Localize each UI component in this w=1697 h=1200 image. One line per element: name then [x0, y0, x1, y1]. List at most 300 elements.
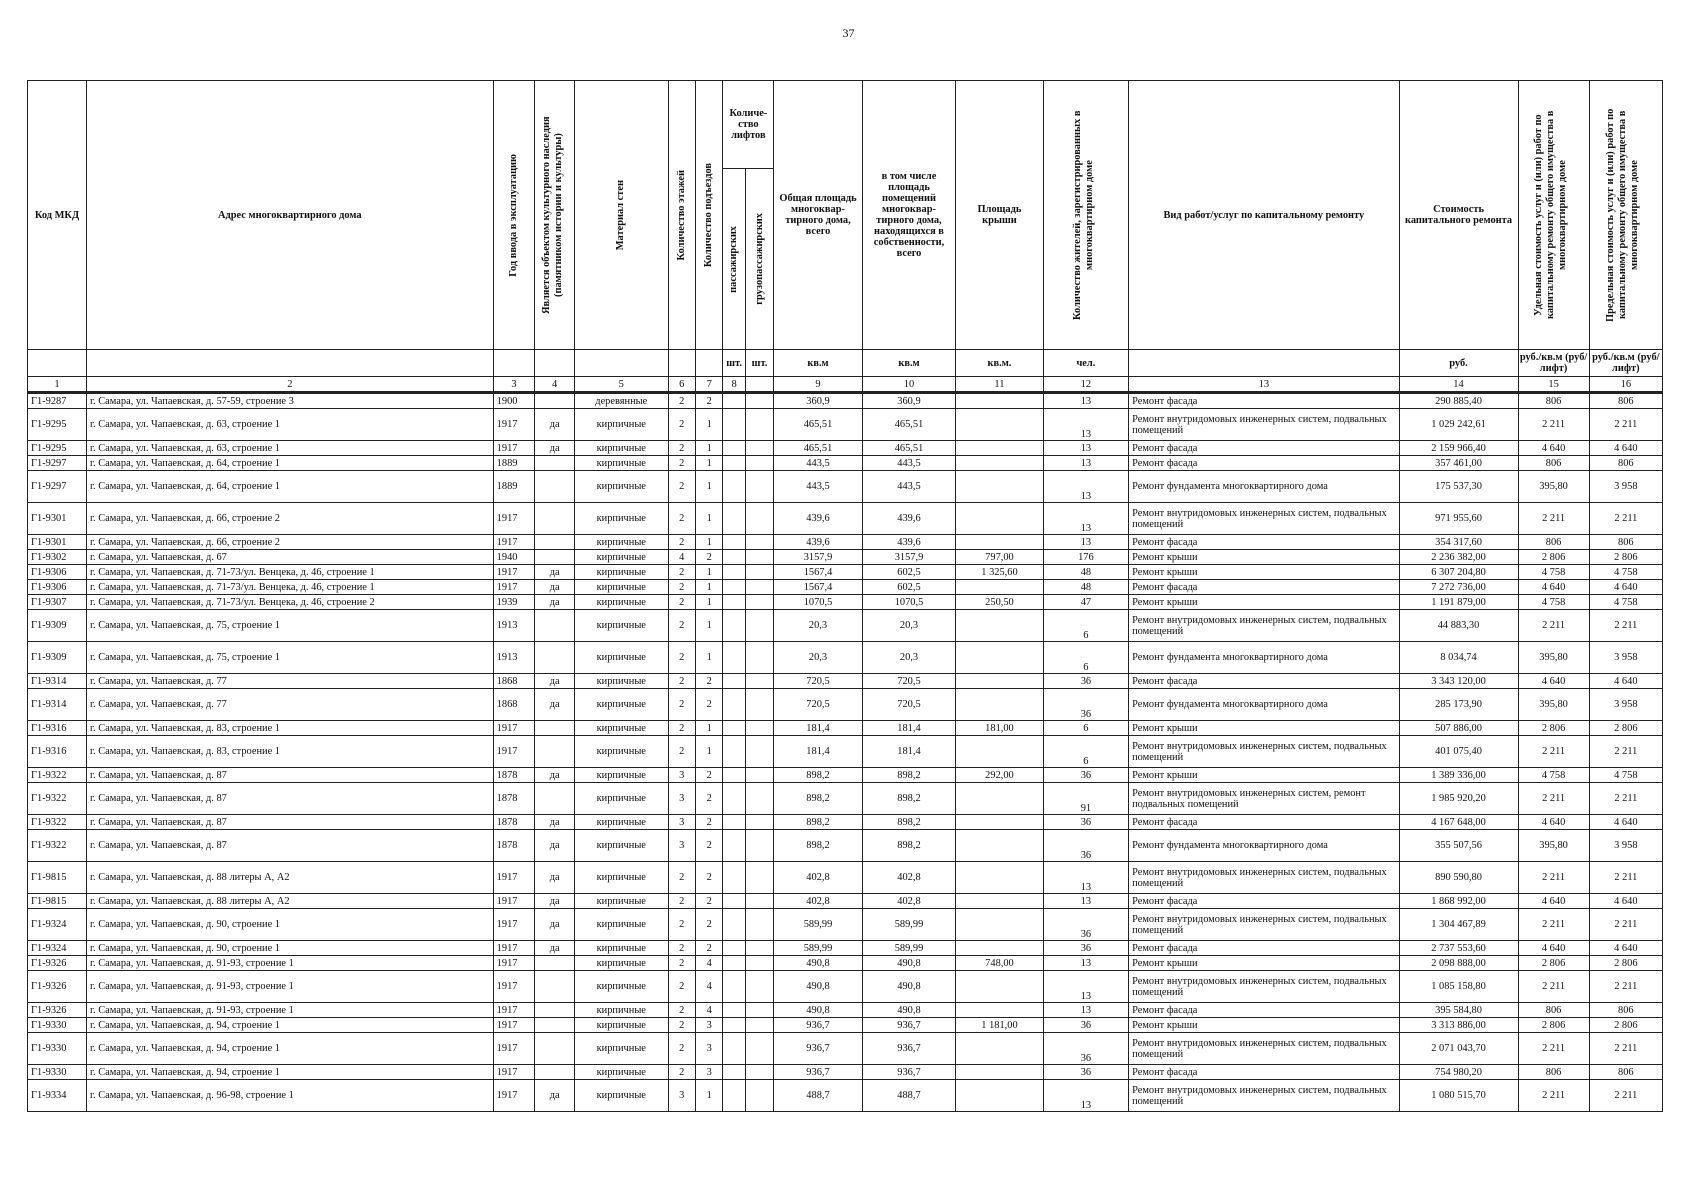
- row-year: 1940: [493, 550, 535, 565]
- row-heritage: да: [535, 768, 575, 783]
- row-residents: 36: [1043, 768, 1128, 783]
- row-area-owned: 439,6: [862, 535, 956, 550]
- row-entrances: 2: [695, 909, 722, 941]
- row-cost: 290 885,40: [1399, 393, 1518, 409]
- row-code: Г1-9301: [28, 535, 87, 550]
- row-code: Г1-9316: [28, 736, 87, 768]
- row-area-total: 465,51: [774, 409, 862, 441]
- row-address: г. Самара, ул. Чапаевская, д. 87: [86, 768, 493, 783]
- row-code: Г1-9309: [28, 642, 87, 674]
- row-entrances: 4: [695, 956, 722, 971]
- header-walls: Материал стен: [615, 179, 627, 251]
- row-address: г. Самара, ул. Чапаевская, д. 64, строение 1: [86, 471, 493, 503]
- row-heritage: [535, 956, 575, 971]
- row-roof-area: [956, 1065, 1043, 1080]
- row-address: г. Самара, ул. Чапаевская, д. 83, строение 1: [86, 721, 493, 736]
- header-floors-cell: [668, 81, 695, 350]
- row-floors: 2: [668, 674, 695, 689]
- row-limit-cost: 4 640: [1589, 894, 1662, 909]
- row-year: 1913: [493, 610, 535, 642]
- table-row: [28, 642, 1663, 674]
- row-area-total: 936,7: [774, 1033, 862, 1065]
- unit-limit-cost: руб./кв.м (руб/лифт): [1589, 350, 1662, 377]
- row-unit-cost: 4 758: [1518, 768, 1589, 783]
- row-lifts-cargo: [745, 783, 773, 815]
- row-year: 1917: [493, 894, 535, 909]
- row-unit-cost: 2 211: [1518, 862, 1589, 894]
- row-residents: 36: [1043, 1033, 1128, 1065]
- header-year: Год ввода в эксплуатацию: [508, 153, 520, 277]
- row-unit-cost: 2 211: [1518, 783, 1589, 815]
- row-area-total: 360,9: [774, 393, 862, 409]
- row-unit-cost: 2 211: [1518, 909, 1589, 941]
- row-work: Ремонт внутридомовых инженерных систем, подвальных помещений: [1129, 909, 1399, 941]
- row-code: Г1-9307: [28, 595, 87, 610]
- row-area-total: 1070,5: [774, 595, 862, 610]
- row-code: Г1-9301: [28, 503, 87, 535]
- row-cost: 395 584,80: [1399, 1003, 1518, 1018]
- row-year: 1917: [493, 909, 535, 941]
- row-code: Г1-9326: [28, 1003, 87, 1018]
- row-address: г. Самара, ул. Чапаевская, д. 94, строение 1: [86, 1018, 493, 1033]
- row-entrances: 1: [695, 503, 722, 535]
- unit-roof-area: кв.м.: [956, 350, 1043, 377]
- table-row: [28, 674, 1663, 689]
- row-residents: 36: [1043, 909, 1128, 941]
- column-number: 7: [695, 377, 722, 393]
- row-floors: 2: [668, 393, 695, 409]
- table-row: [28, 909, 1663, 941]
- unit-year: [493, 350, 535, 377]
- table-row: [28, 409, 1663, 441]
- header-walls-cell: [575, 81, 669, 350]
- row-limit-cost: 806: [1589, 1065, 1662, 1080]
- row-year: 1878: [493, 783, 535, 815]
- row-cost: 1 985 920,20: [1399, 783, 1518, 815]
- row-cost: 401 075,40: [1399, 736, 1518, 768]
- row-cost: 2 236 382,00: [1399, 550, 1518, 565]
- row-floors: 2: [668, 1033, 695, 1065]
- row-roof-area: [956, 909, 1043, 941]
- row-entrances: 1: [695, 580, 722, 595]
- row-area-owned: 936,7: [862, 1033, 956, 1065]
- row-roof-area: 748,00: [956, 956, 1043, 971]
- row-residents: 36: [1043, 1018, 1128, 1033]
- table-row: [28, 441, 1663, 456]
- row-year: 1917: [493, 941, 535, 956]
- row-heritage: да: [535, 830, 575, 862]
- table-row: [28, 894, 1663, 909]
- row-limit-cost: 3 958: [1589, 642, 1662, 674]
- row-floors: 4: [668, 550, 695, 565]
- row-area-total: 589,99: [774, 909, 862, 941]
- row-residents: 13: [1043, 441, 1128, 456]
- row-lifts-cargo: [745, 550, 773, 565]
- row-address: г. Самара, ул. Чапаевская, д. 94, строение 1: [86, 1065, 493, 1080]
- row-walls: кирпичные: [575, 674, 669, 689]
- row-area-owned: 589,99: [862, 941, 956, 956]
- row-lifts-pass: [723, 1033, 745, 1065]
- row-walls: кирпичные: [575, 956, 669, 971]
- row-roof-area: 250,50: [956, 595, 1043, 610]
- row-lifts-cargo: [745, 471, 773, 503]
- row-walls: кирпичные: [575, 783, 669, 815]
- row-lifts-pass: [723, 535, 745, 550]
- row-roof-area: [956, 441, 1043, 456]
- row-unit-cost: 2 211: [1518, 736, 1589, 768]
- row-code: Г1-9295: [28, 409, 87, 441]
- row-area-total: 1567,4: [774, 580, 862, 595]
- row-floors: 2: [668, 535, 695, 550]
- row-unit-cost: 2 806: [1518, 550, 1589, 565]
- row-year: 1878: [493, 830, 535, 862]
- row-area-owned: 898,2: [862, 815, 956, 830]
- row-residents: 13: [1043, 1080, 1128, 1112]
- row-lifts-cargo: [745, 565, 773, 580]
- row-unit-cost: 806: [1518, 393, 1589, 409]
- row-entrances: 1: [695, 721, 722, 736]
- row-year: 1939: [493, 595, 535, 610]
- row-roof-area: [956, 1003, 1043, 1018]
- unit-code: [28, 350, 87, 377]
- row-limit-cost: 2 806: [1589, 1018, 1662, 1033]
- row-walls: кирпичные: [575, 456, 669, 471]
- row-unit-cost: 4 640: [1518, 441, 1589, 456]
- row-year: 1917: [493, 1003, 535, 1018]
- table-row: [28, 456, 1663, 471]
- row-lifts-pass: [723, 393, 745, 409]
- row-lifts-pass: [723, 830, 745, 862]
- table-row: [28, 503, 1663, 535]
- row-residents: 36: [1043, 1065, 1128, 1080]
- row-year: 1917: [493, 971, 535, 1003]
- table-body: [28, 393, 1663, 1112]
- row-address: г. Самара, ул. Чапаевская, д. 96-98, строение 1: [86, 1080, 493, 1112]
- row-roof-area: [956, 610, 1043, 642]
- row-address: г. Самара, ул. Чапаевская, д. 64, строение 1: [86, 456, 493, 471]
- row-entrances: 4: [695, 971, 722, 1003]
- row-year: 1913: [493, 642, 535, 674]
- row-walls: кирпичные: [575, 441, 669, 456]
- row-entrances: 1: [695, 456, 722, 471]
- table-row: [28, 768, 1663, 783]
- row-walls: кирпичные: [575, 1033, 669, 1065]
- row-residents: 6: [1043, 736, 1128, 768]
- row-lifts-pass: [723, 956, 745, 971]
- row-unit-cost: 2 211: [1518, 610, 1589, 642]
- row-entrances: 2: [695, 689, 722, 721]
- row-work: Ремонт фасада: [1129, 1065, 1399, 1080]
- row-year: 1917: [493, 409, 535, 441]
- row-area-total: 490,8: [774, 971, 862, 1003]
- row-heritage: [535, 550, 575, 565]
- row-year: 1917: [493, 1080, 535, 1112]
- row-unit-cost: 4 640: [1518, 815, 1589, 830]
- unit-floors: [668, 350, 695, 377]
- header-unit-cost-cell: [1518, 81, 1589, 350]
- row-lifts-cargo: [745, 456, 773, 471]
- row-lifts-cargo: [745, 1033, 773, 1065]
- row-lifts-pass: [723, 580, 745, 595]
- row-lifts-cargo: [745, 610, 773, 642]
- row-work: Ремонт внутридомовых инженерных систем, ремонт подвальных помещений: [1129, 783, 1399, 815]
- row-lifts-pass: [723, 565, 745, 580]
- row-area-total: 589,99: [774, 941, 862, 956]
- row-floors: 2: [668, 580, 695, 595]
- table-row: [28, 1033, 1663, 1065]
- capital-repair-table: [27, 80, 1663, 1112]
- row-walls: кирпичные: [575, 1018, 669, 1033]
- row-residents: 13: [1043, 471, 1128, 503]
- row-area-owned: 20,3: [862, 642, 956, 674]
- row-heritage: да: [535, 595, 575, 610]
- row-roof-area: [956, 894, 1043, 909]
- row-limit-cost: 806: [1589, 393, 1662, 409]
- row-unit-cost: 4 758: [1518, 595, 1589, 610]
- row-lifts-pass: [723, 941, 745, 956]
- row-heritage: да: [535, 909, 575, 941]
- row-lifts-cargo: [745, 971, 773, 1003]
- row-work: Ремонт внутридомовых инженерных систем, подвальных помещений: [1129, 1033, 1399, 1065]
- row-walls: деревянные: [575, 393, 669, 409]
- row-lifts-pass: [723, 1080, 745, 1112]
- row-area-owned: 465,51: [862, 409, 956, 441]
- row-address: г. Самара, ул. Чапаевская, д. 71-73/ул. Венцека, д. 46, строение 1: [86, 580, 493, 595]
- row-limit-cost: 3 958: [1589, 689, 1662, 721]
- row-walls: кирпичные: [575, 471, 669, 503]
- column-number: 2: [86, 377, 493, 393]
- row-limit-cost: 2 806: [1589, 956, 1662, 971]
- row-roof-area: 292,00: [956, 768, 1043, 783]
- row-cost: 175 537,30: [1399, 471, 1518, 503]
- row-unit-cost: 4 640: [1518, 941, 1589, 956]
- row-work: Ремонт фасада: [1129, 894, 1399, 909]
- row-roof-area: [956, 674, 1043, 689]
- row-roof-area: [956, 736, 1043, 768]
- row-work: Ремонт крыши: [1129, 565, 1399, 580]
- row-area-owned: 602,5: [862, 580, 956, 595]
- row-entrances: 1: [695, 642, 722, 674]
- row-work: Ремонт внутридомовых инженерных систем, подвальных помещений: [1129, 503, 1399, 535]
- row-code: Г1-9306: [28, 565, 87, 580]
- row-residents: 47: [1043, 595, 1128, 610]
- row-unit-cost: 2 806: [1518, 721, 1589, 736]
- column-number: 5: [575, 377, 669, 393]
- row-roof-area: [956, 862, 1043, 894]
- row-work: Ремонт крыши: [1129, 768, 1399, 783]
- row-year: 1917: [493, 862, 535, 894]
- row-walls: кирпичные: [575, 595, 669, 610]
- row-heritage: [535, 471, 575, 503]
- row-residents: 13: [1043, 971, 1128, 1003]
- row-walls: кирпичные: [575, 565, 669, 580]
- row-address: г. Самара, ул. Чапаевская, д. 88 литеры А, А2: [86, 862, 493, 894]
- row-lifts-cargo: [745, 721, 773, 736]
- header-code: Код МКД: [28, 81, 87, 350]
- row-cost: 1 304 467,89: [1399, 909, 1518, 941]
- row-code: Г1-9295: [28, 441, 87, 456]
- column-number: [745, 377, 773, 393]
- row-area-owned: 465,51: [862, 441, 956, 456]
- table-row: [28, 971, 1663, 1003]
- row-floors: 2: [668, 689, 695, 721]
- row-cost: 754 980,20: [1399, 1065, 1518, 1080]
- row-area-total: 465,51: [774, 441, 862, 456]
- row-area-total: 720,5: [774, 689, 862, 721]
- row-residents: 6: [1043, 721, 1128, 736]
- row-limit-cost: 4 640: [1589, 815, 1662, 830]
- row-area-total: 490,8: [774, 1003, 862, 1018]
- row-unit-cost: 4 640: [1518, 894, 1589, 909]
- row-area-total: 439,6: [774, 503, 862, 535]
- table-row: [28, 783, 1663, 815]
- row-walls: кирпичные: [575, 610, 669, 642]
- row-entrances: 2: [695, 830, 722, 862]
- row-lifts-pass: [723, 642, 745, 674]
- row-area-owned: 490,8: [862, 956, 956, 971]
- unit-heritage: [535, 350, 575, 377]
- row-address: г. Самара, ул. Чапаевская, д. 91-93, строение 1: [86, 971, 493, 1003]
- table-row: [28, 721, 1663, 736]
- row-area-owned: 589,99: [862, 909, 956, 941]
- column-number: 1: [28, 377, 87, 393]
- row-heritage: да: [535, 674, 575, 689]
- row-area-total: 898,2: [774, 815, 862, 830]
- row-lifts-cargo: [745, 736, 773, 768]
- row-lifts-cargo: [745, 1080, 773, 1112]
- row-unit-cost: 2 211: [1518, 1033, 1589, 1065]
- row-walls: кирпичные: [575, 535, 669, 550]
- row-address: г. Самара, ул. Чапаевская, д. 71-73/ул. Венцека, д. 46, строение 2: [86, 595, 493, 610]
- row-area-total: 181,4: [774, 721, 862, 736]
- row-heritage: [535, 503, 575, 535]
- row-entrances: 2: [695, 768, 722, 783]
- row-limit-cost: 4 640: [1589, 441, 1662, 456]
- row-heritage: [535, 1065, 575, 1080]
- row-entrances: 1: [695, 441, 722, 456]
- row-floors: 2: [668, 971, 695, 1003]
- row-area-total: 181,4: [774, 736, 862, 768]
- row-unit-cost: 4 758: [1518, 565, 1589, 580]
- row-floors: 3: [668, 768, 695, 783]
- row-walls: кирпичные: [575, 971, 669, 1003]
- row-work: Ремонт фасада: [1129, 535, 1399, 550]
- row-residents: 91: [1043, 783, 1128, 815]
- header-lifts: Количе-ство лифтов: [723, 81, 774, 169]
- row-lifts-pass: [723, 768, 745, 783]
- row-area-total: 898,2: [774, 783, 862, 815]
- row-address: г. Самара, ул. Чапаевская, д. 71-73/ул. Венцека, д. 46, строение 1: [86, 565, 493, 580]
- row-heritage: да: [535, 862, 575, 894]
- row-address: г. Самара, ул. Чапаевская, д. 75, строение 1: [86, 642, 493, 674]
- row-walls: кирпичные: [575, 941, 669, 956]
- table-row: [28, 736, 1663, 768]
- row-residents: 48: [1043, 565, 1128, 580]
- row-address: г. Самара, ул. Чапаевская, д. 66, строение 2: [86, 503, 493, 535]
- row-floors: 2: [668, 610, 695, 642]
- row-roof-area: [956, 830, 1043, 862]
- row-area-total: 898,2: [774, 830, 862, 862]
- table-row: [28, 815, 1663, 830]
- row-roof-area: [956, 580, 1043, 595]
- row-roof-area: [956, 689, 1043, 721]
- table-row: [28, 565, 1663, 580]
- row-roof-area: 181,00: [956, 721, 1043, 736]
- row-address: г. Самара, ул. Чапаевская, д. 87: [86, 830, 493, 862]
- row-work: Ремонт крыши: [1129, 550, 1399, 565]
- row-roof-area: [956, 1033, 1043, 1065]
- row-address: г. Самара, ул. Чапаевская, д. 63, строение 1: [86, 441, 493, 456]
- row-roof-area: [956, 941, 1043, 956]
- row-lifts-pass: [723, 1018, 745, 1033]
- row-roof-area: 1 325,60: [956, 565, 1043, 580]
- row-limit-cost: 4 758: [1589, 565, 1662, 580]
- row-lifts-cargo: [745, 503, 773, 535]
- row-entrances: 2: [695, 674, 722, 689]
- row-walls: кирпичные: [575, 580, 669, 595]
- unit-residents: чел.: [1043, 350, 1128, 377]
- row-cost: 1 389 336,00: [1399, 768, 1518, 783]
- table-row: [28, 580, 1663, 595]
- header-area-total: Общая площадь многоквар-тирного дома, всего: [774, 81, 862, 350]
- row-walls: кирпичные: [575, 1065, 669, 1080]
- row-heritage: [535, 971, 575, 1003]
- row-code: Г1-9314: [28, 689, 87, 721]
- header-lifts-cargo: грузопассажирских: [753, 213, 765, 305]
- row-limit-cost: 2 211: [1589, 971, 1662, 1003]
- row-year: 1889: [493, 471, 535, 503]
- row-address: г. Самара, ул. Чапаевская, д. 87: [86, 783, 493, 815]
- row-entrances: 1: [695, 610, 722, 642]
- row-residents: 13: [1043, 535, 1128, 550]
- row-cost: 3 343 120,00: [1399, 674, 1518, 689]
- row-floors: 3: [668, 783, 695, 815]
- row-area-owned: 602,5: [862, 565, 956, 580]
- row-area-owned: 720,5: [862, 674, 956, 689]
- row-area-owned: 488,7: [862, 1080, 956, 1112]
- row-area-owned: 20,3: [862, 610, 956, 642]
- row-year: 1868: [493, 689, 535, 721]
- row-cost: 2 098 888,00: [1399, 956, 1518, 971]
- row-unit-cost: 806: [1518, 1065, 1589, 1080]
- row-floors: 2: [668, 471, 695, 503]
- unit-unit-cost: руб./кв.м (руб/лифт): [1518, 350, 1589, 377]
- row-unit-cost: 2 806: [1518, 1018, 1589, 1033]
- row-area-total: 20,3: [774, 642, 862, 674]
- row-entrances: 1: [695, 565, 722, 580]
- row-code: Г1-9326: [28, 956, 87, 971]
- row-cost: 1 868 992,00: [1399, 894, 1518, 909]
- column-number: 3: [493, 377, 535, 393]
- row-limit-cost: 3 958: [1589, 830, 1662, 862]
- unit-entrances: [695, 350, 722, 377]
- row-floors: 2: [668, 565, 695, 580]
- row-area-total: 898,2: [774, 768, 862, 783]
- table-row: [28, 1065, 1663, 1080]
- row-area-owned: 3157,9: [862, 550, 956, 565]
- row-cost: 354 317,60: [1399, 535, 1518, 550]
- row-residents: 36: [1043, 689, 1128, 721]
- row-lifts-pass: [723, 862, 745, 894]
- header-heritage: Является объектом культурного наследия (памятником истории и культуры): [540, 116, 564, 314]
- column-number: 9: [774, 377, 862, 393]
- row-work: Ремонт фасада: [1129, 1003, 1399, 1018]
- table-row: [28, 862, 1663, 894]
- row-floors: 3: [668, 815, 695, 830]
- unit-address: [86, 350, 493, 377]
- row-unit-cost: 806: [1518, 1003, 1589, 1018]
- row-walls: кирпичные: [575, 1080, 669, 1112]
